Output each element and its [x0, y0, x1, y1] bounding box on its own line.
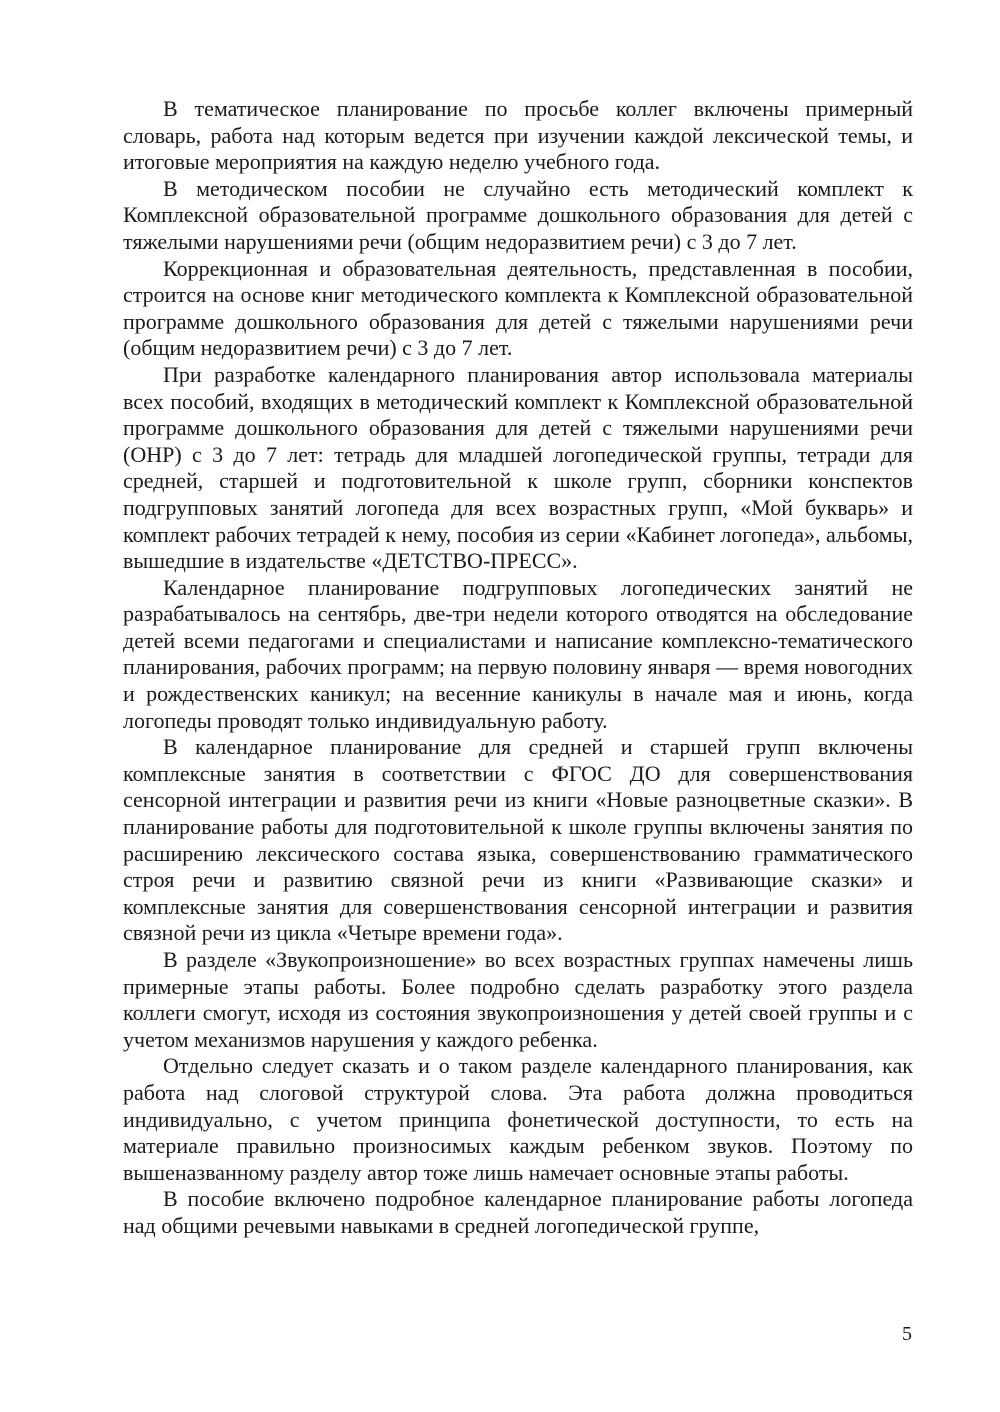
paragraph-8: Отдельно следует сказать и о таком разделе календарного планирования, как работа над слоговой структурой слова. Эта работа должна проводиться индивидуально, с учетом принципа фонетической доступности, то есть на материале правильно произносимых каждым ребенком звуков. Поэтому по вышеназванному разделу автор тоже лишь намечает основные этапы работы.: [123, 1053, 913, 1185]
page-number: 5: [902, 1323, 912, 1345]
paragraph-4: При разработке календарного планирования автор использовала материалы всех пособий, входящих в методический комплект к Комплексной образовательной программе дошкольного образования для детей с тяжелыми нарушениями речи (ОНР) с 3 до 7 лет: тетрадь для младшей логопедической группы, тетради для средней, старшей и подготовительной к школе групп, сборники конспектов подгрупповых занятий логопеда для всех возрастных групп, «Мой букварь» и комплект рабочих тетрадей к нему, пособия из серии «Кабинет логопеда», альбомы, вышедшие в издательстве «ДЕТСТВО-ПРЕСС».: [123, 361, 913, 574]
paragraph-5: Календарное планирование подгрупповых логопедических занятий не разрабатывалось на сентябрь, две-три недели которого отводятся на обследование детей всеми педагогами и специалистами и написание комплексно-тематического планирования, рабочих программ; на первую половину января — время новогодних и рождественских каникул; на весенние каникулы в начале мая и июнь, когда логопеды проводят только индивидуальную работу.: [123, 574, 913, 733]
paragraph-3: Коррекционная и образовательная деятельность, представленная в пособии, строится на основе книг методического комплекта к Комплексной образовательной программе дошкольного образования для детей с тяжелыми нарушениями речи (общим недоразвитием речи) с 3 до 7 лет.: [123, 255, 913, 361]
document-body: [123, 96, 913, 1240]
paragraph-7: В разделе «Звукопроизношение» во всех возрастных группах намечены лишь примерные этапы работы. Более подробно сделать разработку этого раздела коллеги смогут, исходя из состояния звукопроизношения у детей своей группы и с учетом механизмов нарушения у каждого ребенка.: [123, 947, 913, 1052]
paragraph-1: В тематическое планирование по просьбе коллег включены примерный словарь, работа над которым ведется при изучении каждой лексической темы, и итоговые мероприятия на каждую неделю учебного года.: [123, 96, 913, 175]
paragraph-6: В календарное планирование для средней и старшей групп включены комплексные занятия в соответствии с ФГОС ДО для совершенствования сенсорной интеграции и развития речи из книги «Новые разноцветные сказки». В планирование работы для подготовительной к школе группы включены занятия по расширению лексического состава языка, совершенствованию грамматического строя речи и развитию связной речи из книги «Развивающие сказки» и комплексные занятия для совершенствования сенсорной интеграции и развития связной речи из цикла «Четыре времени года».: [123, 734, 913, 946]
paragraph-9: В пособие включено подробное календарное планирование работы логопеда над общими речевыми навыками в средней логопедической группе,: [123, 1186, 913, 1238]
paragraph-2: В методическом пособии не случайно есть методический комплект к Комплексной образовательной программе дошкольного образования для детей с тяжелыми нарушениями речи (общим недоразвитием речи) с 3 до 7 лет.: [123, 175, 913, 254]
